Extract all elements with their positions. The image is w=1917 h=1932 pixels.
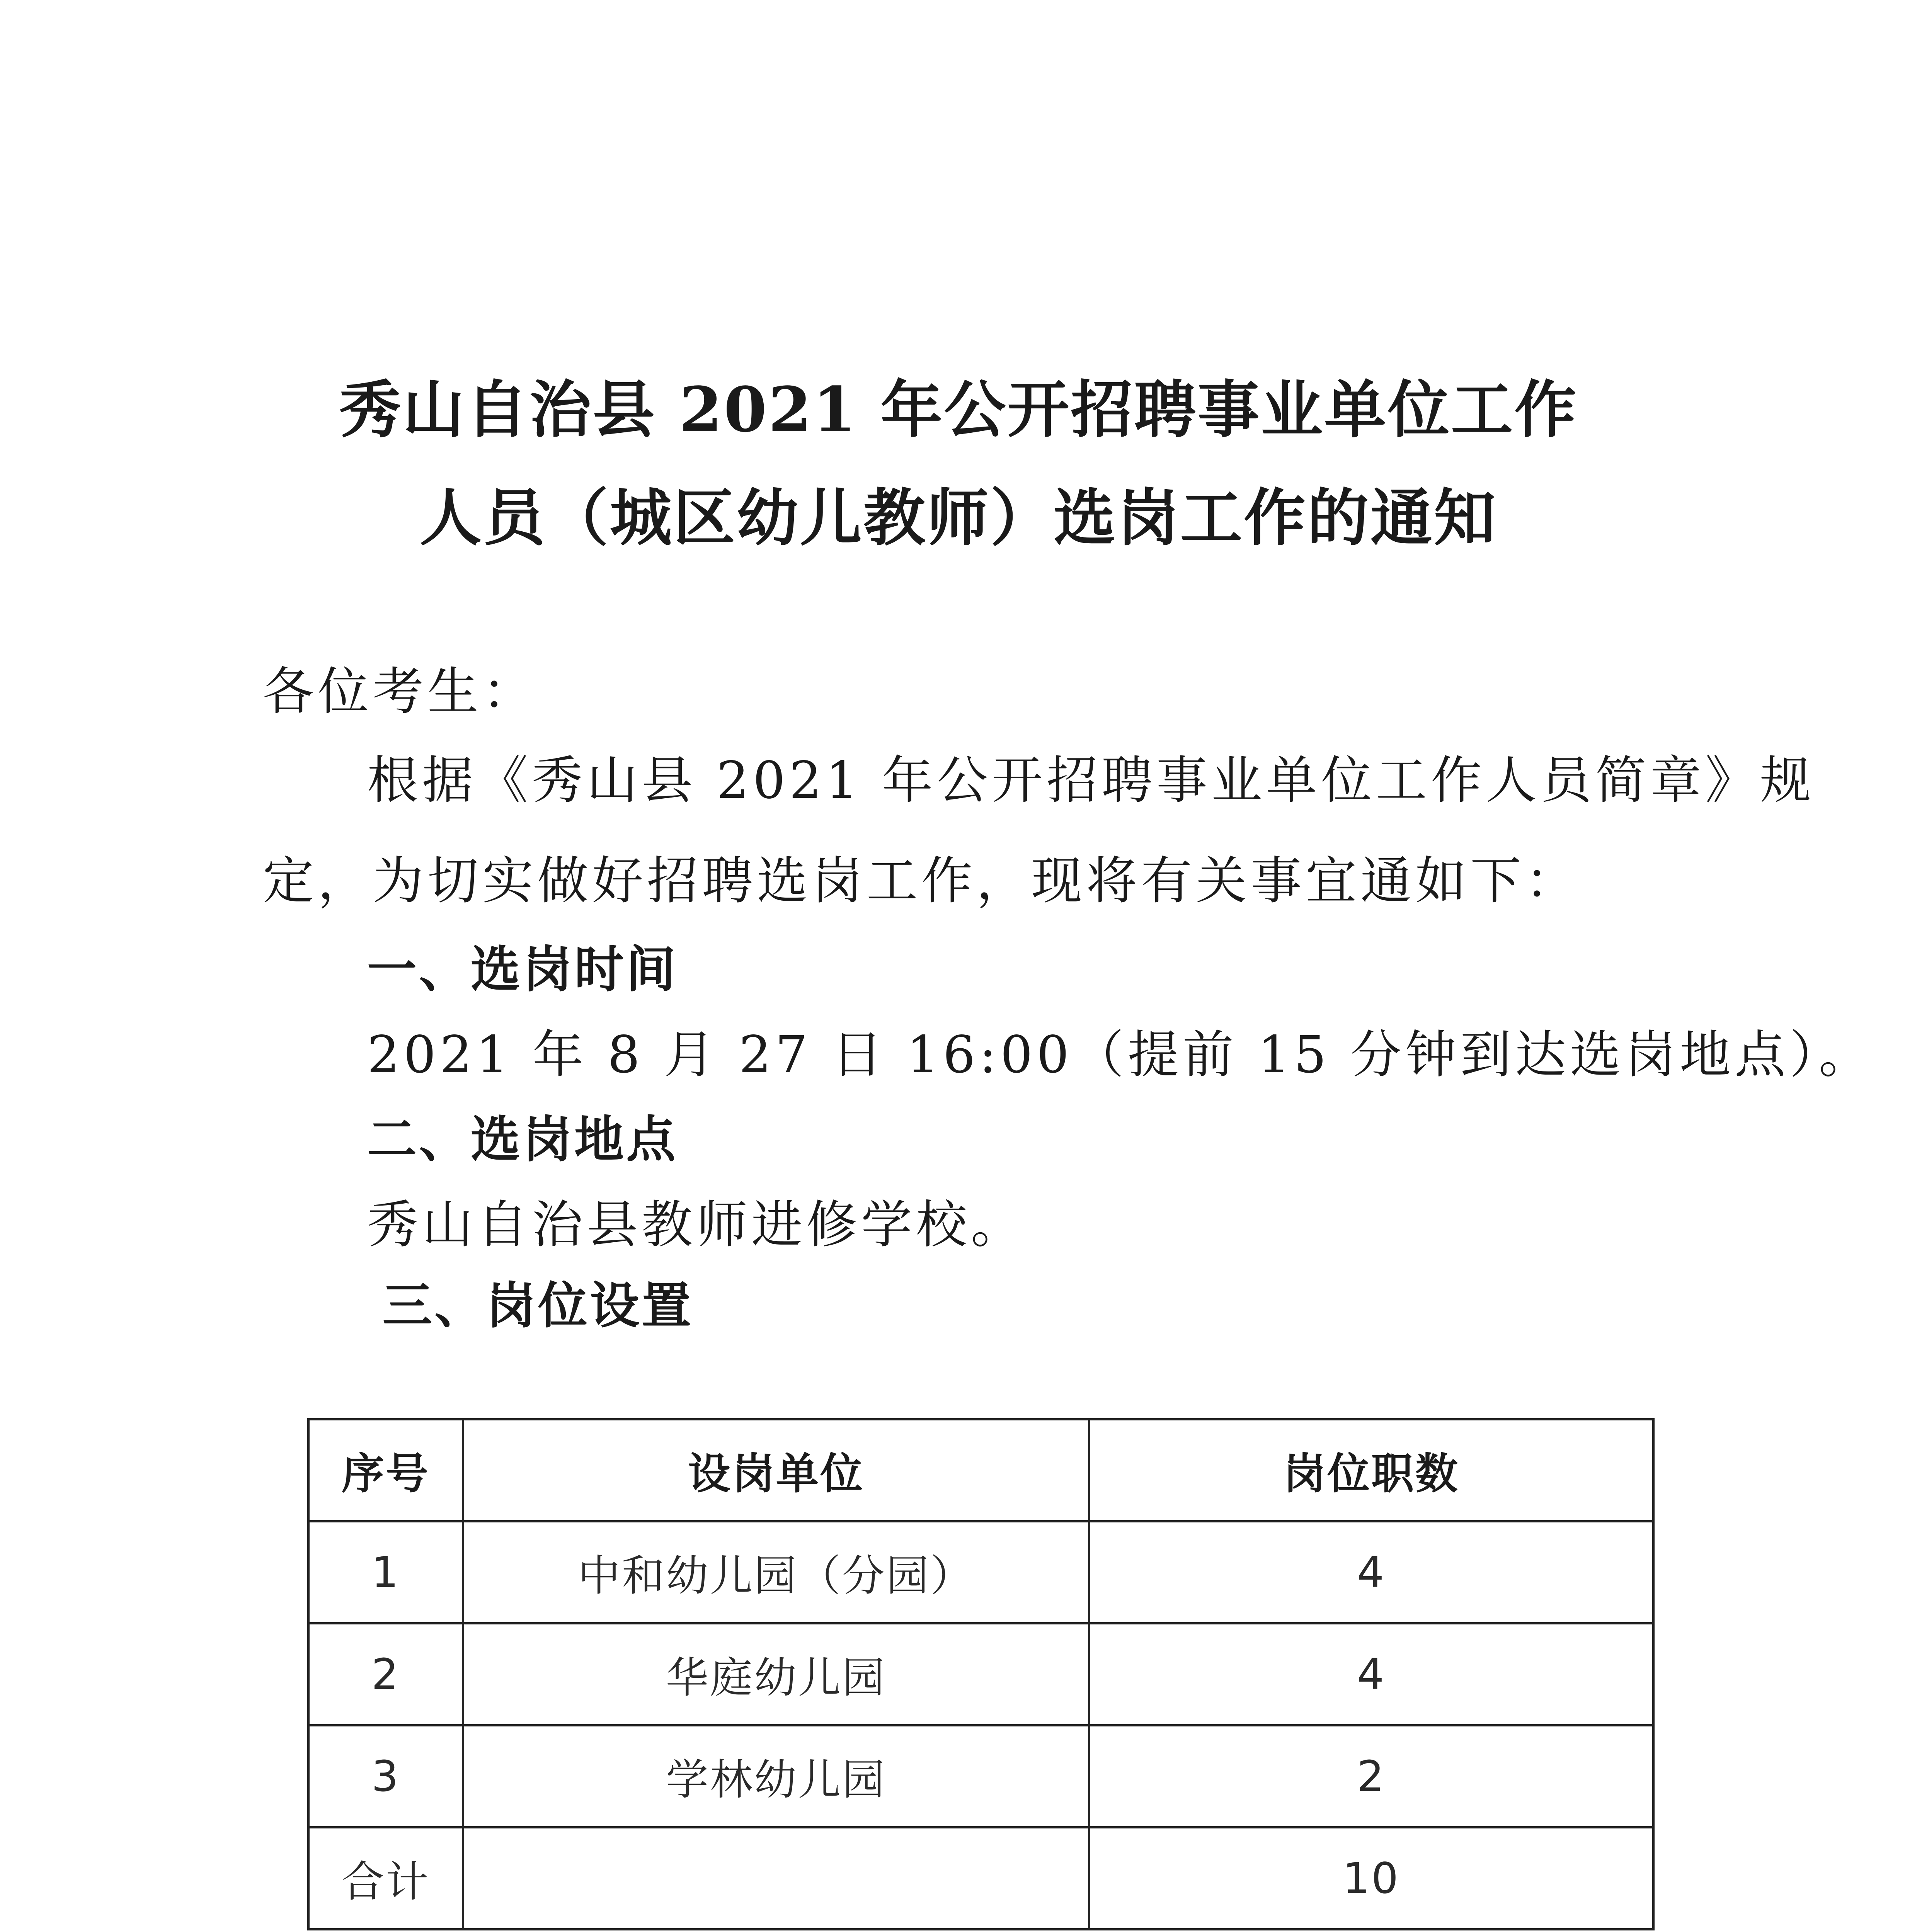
total-unit — [463, 1827, 1089, 1929]
row-unit: 中和幼儿园（分园） — [463, 1521, 1089, 1623]
intro-line-1: 根据《秀山县 2021 年公开招聘事业单位工作人员简章》规 — [367, 751, 1815, 810]
row-index: 3 — [308, 1725, 463, 1827]
section-heading-time: 一、选岗时间 — [367, 941, 678, 998]
row-count: 4 — [1089, 1623, 1653, 1725]
header-count: 岗位职数 — [1089, 1419, 1653, 1521]
title-line-2: 人员（城区幼儿教师）选岗工作的通知 — [419, 481, 1497, 554]
positions-table — [307, 1418, 1655, 1930]
greeting: 各位考生： — [263, 662, 537, 721]
section-text-location: 秀山自治县教师进修学校。 — [367, 1195, 1026, 1255]
total-count: 10 — [1089, 1827, 1653, 1929]
row-unit: 华庭幼儿园 — [463, 1623, 1089, 1725]
intro-line-2: 定，为切实做好招聘选岗工作，现将有关事宜通如下： — [263, 851, 1580, 911]
row-index: 2 — [308, 1623, 463, 1725]
section-text-time: 2021 年 8 月 27 日 16:00（提前 15 分钟到达选岗地点）。 — [367, 1025, 1874, 1085]
title-line-1: 秀山自治县 2021 年公开招聘事业单位工作 — [339, 373, 1578, 446]
section-heading-positions: 三、岗位设置 — [383, 1277, 694, 1335]
row-unit: 学林幼儿园 — [463, 1725, 1089, 1827]
table-row — [308, 1725, 1653, 1827]
header-index: 序号 — [308, 1419, 463, 1521]
table-row — [308, 1521, 1653, 1623]
row-index: 1 — [308, 1521, 463, 1623]
table-total-row — [308, 1827, 1653, 1929]
row-count: 2 — [1089, 1725, 1653, 1827]
section-heading-location: 二、选岗地点 — [367, 1111, 678, 1168]
table-row — [308, 1623, 1653, 1725]
row-count: 4 — [1089, 1521, 1653, 1623]
table-header-row — [308, 1419, 1653, 1521]
total-label: 合计 — [308, 1827, 463, 1929]
header-unit: 设岗单位 — [463, 1419, 1089, 1521]
